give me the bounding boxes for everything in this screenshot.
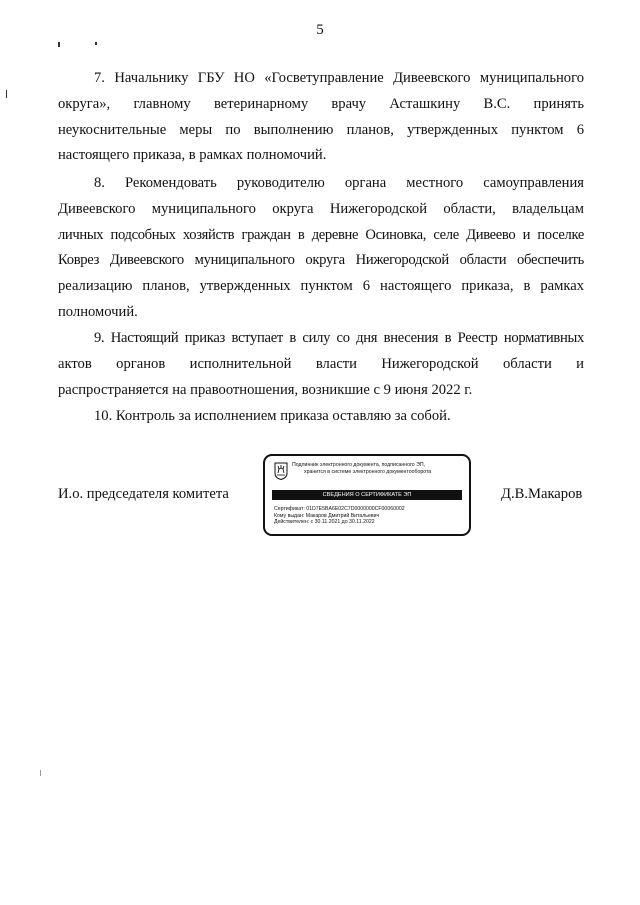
paragraph-9 [58,326,584,403]
scan-speck [6,90,7,98]
cert-value: 01D7E5BA6E02C7D0000000CF00060002 [306,506,405,512]
paragraph-line: реализацию планов, утвержденных пунктом 6 настоящего приказа, в рамках [58,278,584,295]
signatory-position: И.о. председателя комитета [58,486,229,502]
paragraph-line: Коврез Дивеевского муниципального округа Нижегородской области обеспечить [58,252,584,269]
issued-to-value: Макаров Дмитрий Витальевич [305,512,380,519]
stamp-banner: СВЕДЕНИЯ О СЕРТИФИКАТЕ ЭП [272,490,462,500]
page-number: 5 [316,22,324,38]
scan-speck [58,42,60,47]
stamp-header-line: хранится в системе электронного документооборота [304,468,432,475]
paragraph-line: 10. Контроль за исполнением приказа оставляю за собой. [94,408,451,424]
paragraph-line: распространяется на правоотношения, возникшие с 9 июня 2022 г. [58,381,473,398]
paragraph-line: 7. Начальнику ГБУ НО «Госветуправление Дивеевского муниципального [94,70,584,86]
paragraph-line: актов органов исполнительной власти Нижегородской области и [58,355,584,372]
electronic-signature-stamp [263,454,471,536]
scan-speck [40,770,41,776]
cert-row [274,506,466,513]
paragraph-line: настоящего приказа, в рамках полномочий. [58,147,327,164]
validity-label: Действителен: [274,519,310,526]
scan-speck [95,42,97,45]
paragraph-7 [58,66,584,169]
paragraph-line: 9. Настоящий приказ вступает в силу со дня внесения в Реестр нормативных [94,330,584,346]
validity-row [274,519,466,526]
paragraph-line: 8. Рекомендовать руководителю органа местного самоуправления [94,175,584,191]
stamp-header-line: Подлинник электронного документа, подписанного ЭП, [292,462,426,468]
validity-value: с 30.11.2021 до 30.11.2022 [310,519,375,526]
signatory-name: Д.В.Макаров [501,486,583,502]
stamp-header [292,462,468,475]
paragraph-8 [58,171,584,326]
stamp-details [274,506,466,526]
paragraph-line: личных подсобных хозяйств граждан в деревне Осиновка, селе Дивеево и поселке [58,226,584,243]
paragraph-line: полномочий. [58,303,138,320]
paragraph-line: неукоснительные меры по выполнению планов, утвержденных пунктом 6 [58,121,584,138]
paragraph-10 [58,404,584,430]
deer-emblem-icon [274,462,288,480]
paragraph-line: округа», главному ветеринарному врачу Асташкину В.С. принять [58,95,584,112]
paragraph-line: Дивеевского муниципального округа Нижегородской области, владельцам [58,200,584,217]
cert-label: Сертификат: [274,506,305,512]
issued-to-label: Кому выдан: [274,512,305,519]
